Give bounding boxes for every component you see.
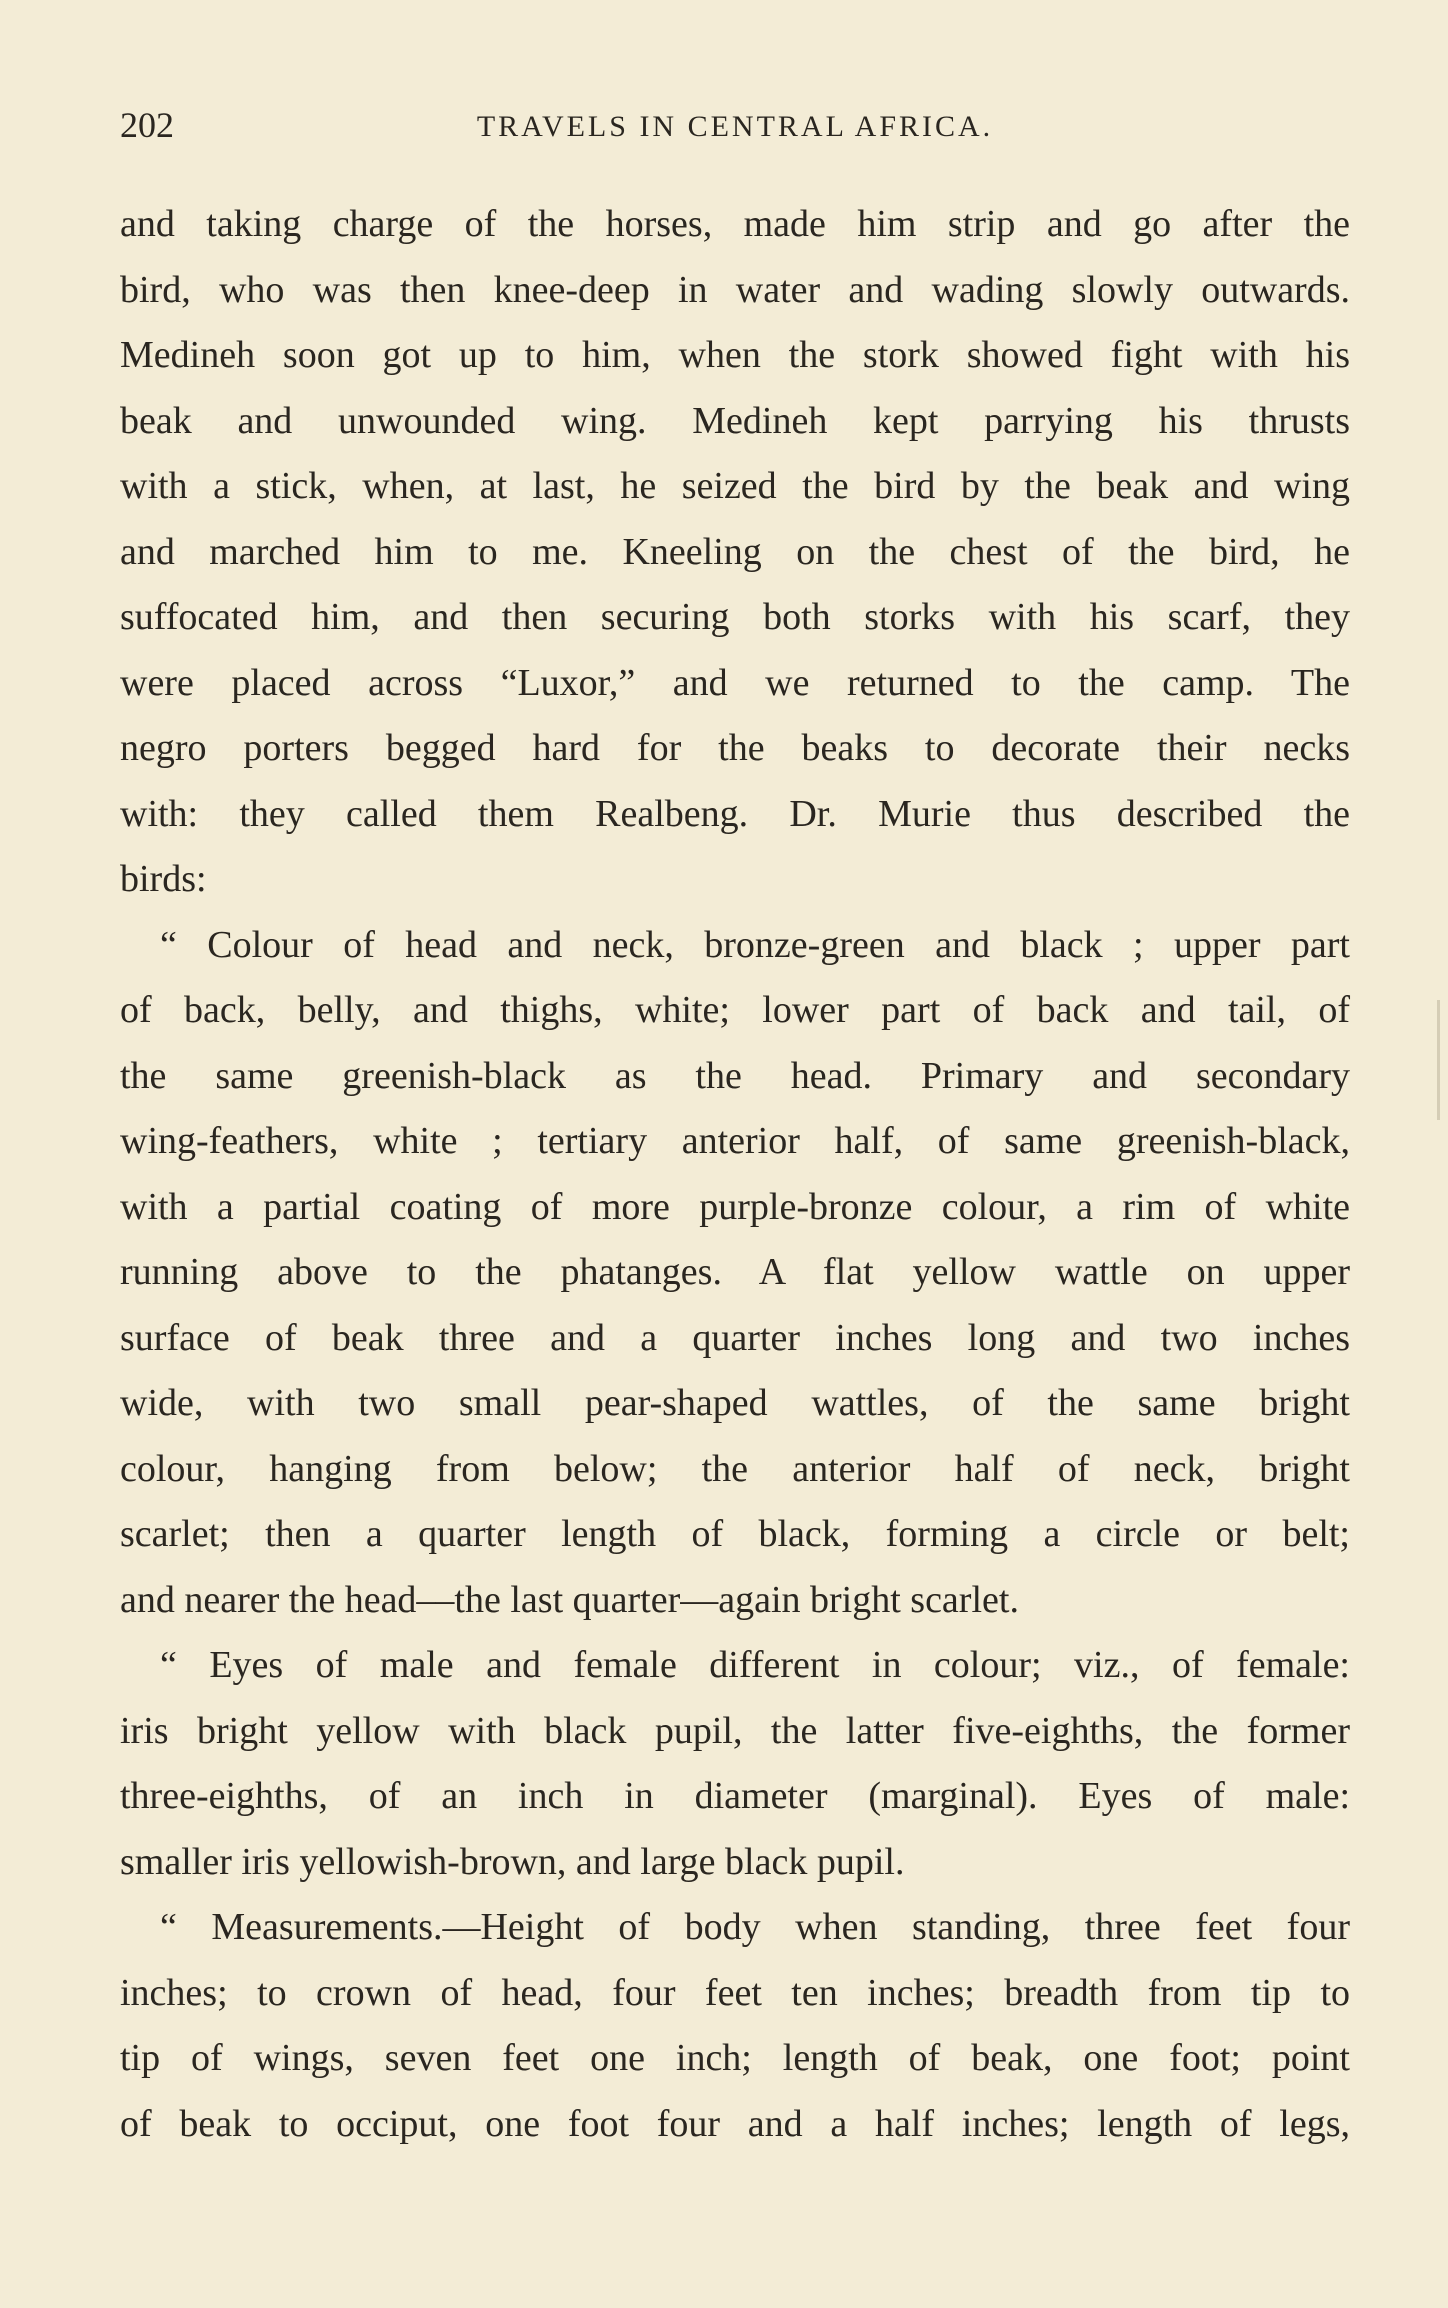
text-line: “ Eyes of male and female different in colour; viz., of female: bbox=[160, 1644, 1350, 1686]
text-line: with: they called them Realbeng. Dr. Murie thus described the bbox=[120, 792, 1350, 835]
text-line: the same greenish-black as the head. Primary and secondary bbox=[120, 1054, 1350, 1097]
text-line: of back, belly, and thighs, white; lower part of back and tail, of bbox=[120, 989, 1350, 1031]
body-text bbox=[120, 192, 1350, 2157]
text-line: three-eighths, of an inch in diameter (marginal). Eyes of male: bbox=[120, 1775, 1350, 1817]
text-line: of beak to occiput, one foot four and a half inches; length of legs, bbox=[120, 2102, 1350, 2145]
text-line: wing-feathers, white ; tertiary anterior half, of same greenish-black, bbox=[120, 1120, 1350, 1162]
text-line: were placed across “Luxor,” and we returned to the camp. The bbox=[120, 661, 1350, 704]
text-line: scarlet; then a quarter length of black, forming a circle or belt; bbox=[120, 1513, 1350, 1555]
text-line: inches; to crown of head, four feet ten inches; breadth from tip to bbox=[120, 1971, 1350, 2014]
running-head: TRAVELS IN CENTRAL AFRICA. bbox=[476, 110, 994, 143]
scan-edge-mark bbox=[1437, 1000, 1440, 1120]
text-line: and taking charge of the horses, made him strip and go after the bbox=[120, 203, 1350, 245]
text-line: iris bright yellow with black pupil, the latter five-eighths, the former bbox=[120, 1709, 1350, 1752]
text-line: with a stick, when, at last, he seized the bird by the beak and wing bbox=[120, 465, 1350, 507]
page-number: 202 bbox=[120, 105, 174, 145]
text-line: and nearer the head––the last quarter—again bright scarlet. bbox=[120, 1578, 1019, 1621]
text-line: wide, with two small pear-shaped wattles, of the same bright bbox=[120, 1382, 1350, 1424]
text-line: “ Colour of head and neck, bronze-green and black ; upper part bbox=[160, 923, 1350, 966]
text-line: beak and unwounded wing. Medineh kept parrying his thrusts bbox=[120, 399, 1350, 442]
text-line: running above to the phatanges. A flat yellow wattle on upper bbox=[120, 1251, 1350, 1293]
text-line: suffocated him, and then securing both storks with his scarf, they bbox=[120, 596, 1350, 638]
page-header bbox=[120, 104, 1350, 154]
text-line: and marched him to me. Kneeling on the chest of the bird, he bbox=[120, 530, 1350, 573]
text-line: bird, who was then knee-deep in water and wading slowly outwards. bbox=[120, 268, 1350, 311]
text-line: colour, hanging from below; the anterior half of neck, bright bbox=[120, 1447, 1350, 1490]
text-line: tip of wings, seven feet one inch; length of beak, one foot; point bbox=[120, 2037, 1350, 2079]
text-line: smaller iris yellowish-brown, and large black pupil. bbox=[120, 1840, 905, 1883]
text-line: negro porters begged hard for the beaks to decorate their necks bbox=[120, 727, 1350, 769]
text-line: with a partial coating of more purple-bronze colour, a rim of white bbox=[120, 1185, 1350, 1228]
text-line: birds: bbox=[120, 858, 207, 900]
text-line: Medineh soon got up to him, when the stork showed fight with his bbox=[120, 334, 1350, 376]
text-line: surface of beak three and a quarter inches long and two inches bbox=[120, 1316, 1350, 1359]
text-line: “ Measurements.—Height of body when standing, three feet four bbox=[160, 1906, 1350, 1948]
